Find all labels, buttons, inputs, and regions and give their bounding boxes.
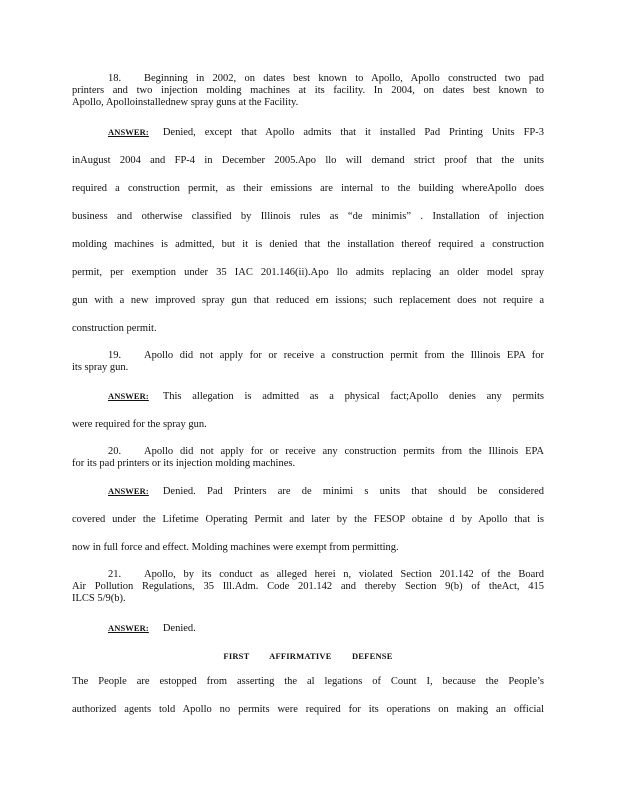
paragraph-number: 21. [108, 569, 122, 580]
affirmative-defense-text [72, 668, 544, 724]
paragraph-21 [72, 569, 544, 605]
paragraph-text: Apollo, Apolloinstallednew spray guns at the Facility. [72, 97, 299, 108]
defense-text: The People are estopped from asserting the al legations of Count I, because the People’s [72, 676, 544, 687]
answer-label: ANSWER: [108, 391, 149, 401]
paragraph-19 [72, 350, 544, 374]
paragraph-text: Beginning in 2002, on dates best known to Apollo, Apollo constructed two pad [144, 73, 544, 84]
answer-text: Denied, except that Apollo admits that it installed Pad Printing Units FP-3 [162, 127, 544, 138]
paragraph-text: printers and two injection molding machines at its facility. In 2004, on dates best known to [72, 85, 544, 96]
paragraph-text: for its pad printers or its injection molding machines. [72, 458, 296, 469]
answer-21 [72, 614, 544, 643]
answer-text: gun with a new improved spray gun that reduced em issions; such replacement does not require a [72, 295, 544, 306]
answer-label: ANSWER: [108, 127, 149, 137]
paragraph-text: Apollo did not apply for or receive any construction permits from the Illinois EPA [144, 446, 544, 457]
answer-text: Denied. Pad Printers are de minimi s units that should be considered [162, 486, 544, 497]
answer-label: ANSWER: [108, 486, 149, 496]
answer-text: construction permit. [72, 323, 157, 334]
answer-19 [72, 382, 544, 439]
answer-20 [72, 477, 544, 562]
answer-text: This allegation is admitted as a physical fact;Apollo denies any permits [162, 391, 544, 402]
affirmative-defense-heading: FIRST AFFIRMATIVE DEFENSE [223, 651, 393, 661]
answer-text: were required for the spray gun. [72, 419, 207, 430]
defense-text: authorized agents told Apollo no permits were required for its operations on making an official [72, 704, 544, 715]
paragraph-number: 18. [108, 73, 122, 84]
paragraph-text: Air Pollution Regulations, 35 Ill.Adm. Code 201.142 and thereby Section 9(b) of theAct, 415 [72, 581, 544, 592]
answer-text: covered under the Lifetime Operating Permit and later by the FESOP obtaine d by Apollo that is [72, 514, 544, 525]
paragraph-number: 20. [108, 446, 122, 457]
answer-text: now in full force and effect. Molding machines were exempt from permitting. [72, 542, 399, 553]
paragraph-20 [72, 446, 544, 470]
answer-text: molding machines is admitted, but it is denied that the installation thereof required a construction [72, 239, 544, 250]
paragraph-text: ILCS 5/9(b). [72, 593, 126, 604]
answer-text: inAugust 2004 and FP-4 in December 2005.Apo llo will demand strict proof that the units [72, 155, 544, 166]
answer-18 [72, 118, 544, 343]
answer-label: ANSWER: [108, 623, 149, 633]
paragraph-number: 19. [108, 350, 122, 361]
paragraph-text: Apollo did not apply for or receive a construction permit from the Illinois EPA for [144, 350, 544, 361]
paragraph-18 [72, 73, 544, 109]
answer-text: business and otherwise classified by Illinois rules as “de minimis” . Installation of injection [72, 211, 544, 222]
paragraph-text: its spray gun. [72, 362, 129, 373]
paragraph-text: Apollo, by its conduct as alleged herei n, violated Section 201.142 of the Board [144, 569, 544, 580]
answer-text: permit, per exemption under 35 IAC 201.146(ii).Apo llo admits replacing an older model spray [72, 267, 544, 278]
answer-text: required a construction permit, as their emissions are internal to the building whereApollo does [72, 183, 544, 194]
answer-text: Denied. [162, 623, 196, 634]
